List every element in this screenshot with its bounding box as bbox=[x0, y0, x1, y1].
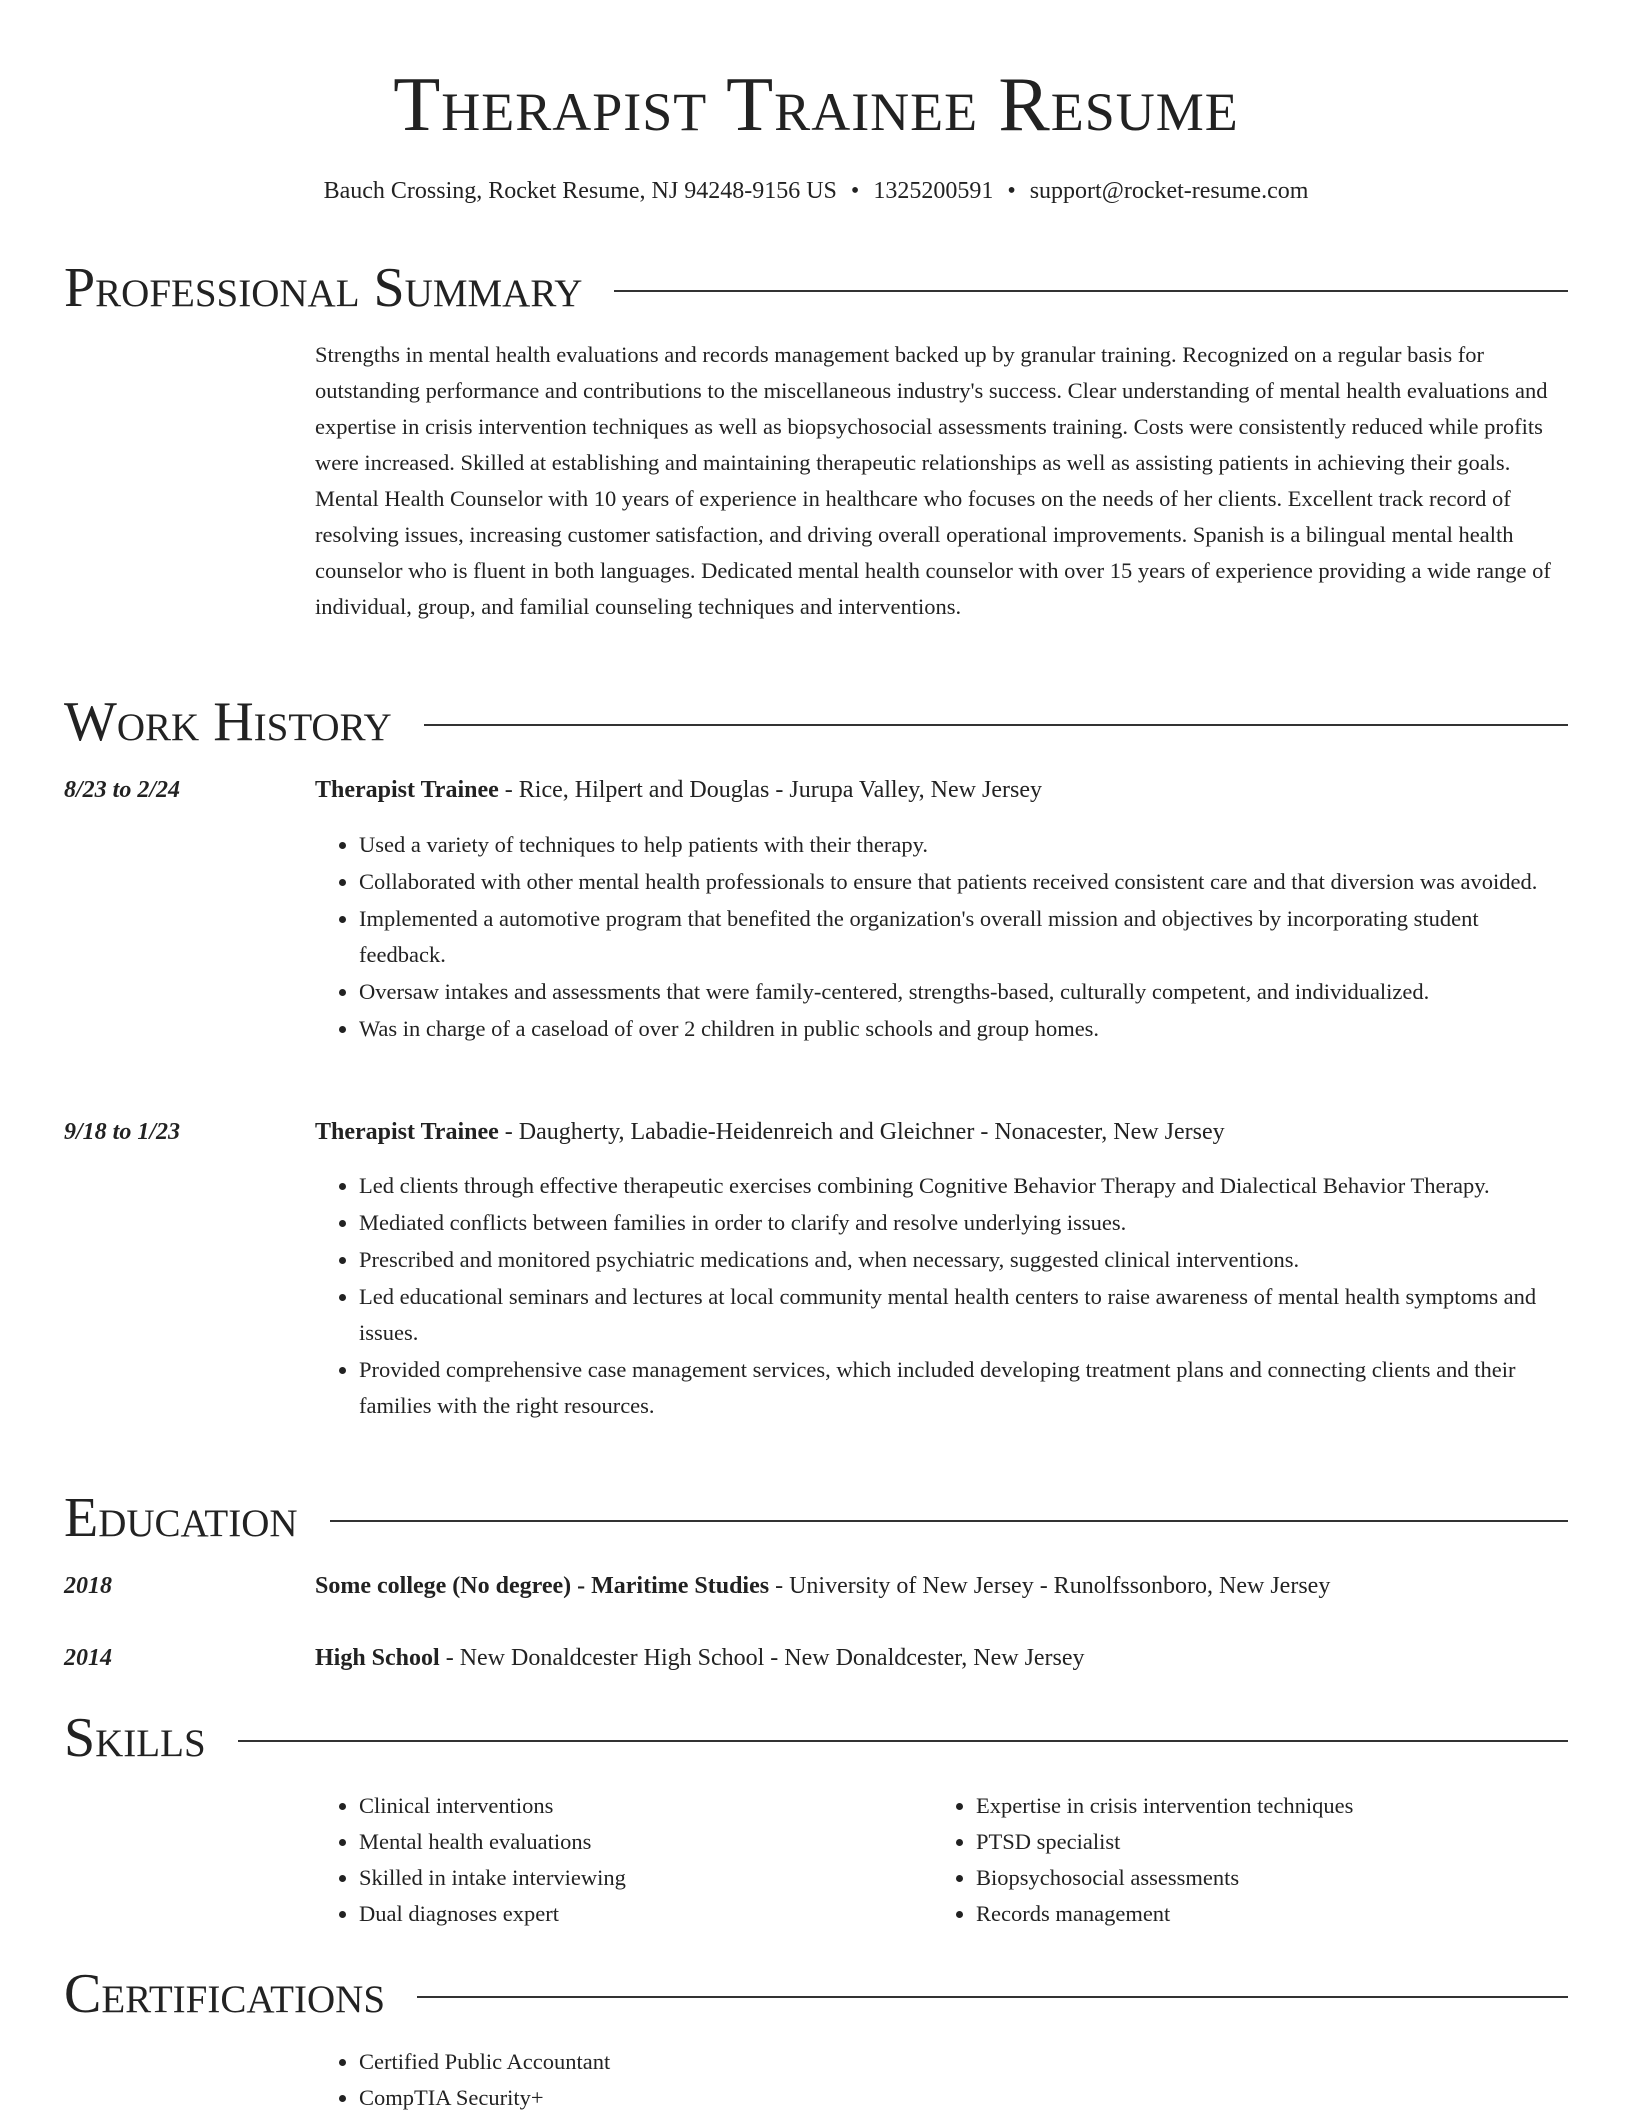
education-degree: High School bbox=[315, 1645, 440, 1671]
list-item: • Mediated conflicts between families in order to clarify and resolve underlying issues. bbox=[359, 1205, 1566, 1241]
education-entry bbox=[315, 1640, 1566, 1676]
list-item: • Led educational seminars and lectures at local community mental health centers to raise awareness of mental health symptoms and issues. bbox=[359, 1279, 1566, 1351]
section-divider bbox=[424, 724, 1568, 726]
certifications-list bbox=[315, 2044, 1159, 2116]
section-divider bbox=[417, 1996, 1568, 1998]
certification-item: • CompTIA Security+ bbox=[359, 2080, 1159, 2116]
job-title: Therapist Trainee bbox=[315, 1119, 499, 1145]
skills-section-header bbox=[64, 1706, 1568, 1770]
section-divider bbox=[238, 1740, 1568, 1742]
summary-heading: Professional Summary bbox=[64, 257, 583, 319]
certification-item: • Certified Public Accountant bbox=[359, 2044, 1159, 2080]
job-heading bbox=[315, 772, 1566, 808]
list-item: • Implemented a automotive program that benefited the organization's overall mission and objectives by incorporating student feedback. bbox=[359, 901, 1566, 973]
education-year: 2018 bbox=[64, 1573, 112, 1599]
education-details: - New Donaldcester High School - New Donaldcester, New Jersey bbox=[439, 1645, 1085, 1671]
job-details: - Rice, Hilpert and Douglas - Jurupa Valley, New Jersey bbox=[498, 777, 1042, 803]
skill-item: • Dual diagnoses expert bbox=[359, 1896, 919, 1932]
contact-address: Bauch Crossing, Rocket Resume, NJ 94248-9156 US bbox=[323, 178, 837, 204]
job-heading bbox=[315, 1114, 1566, 1150]
work-heading: Work History bbox=[64, 691, 392, 753]
contact-email[interactable]: support@rocket-resume.com bbox=[1029, 178, 1309, 204]
certifications-heading: Certifications bbox=[64, 1963, 386, 2025]
education-year: 2014 bbox=[64, 1645, 112, 1671]
skill-item: • Biopsychosocial assessments bbox=[976, 1860, 1610, 1896]
education-heading: Education bbox=[64, 1487, 298, 1549]
list-item: • Led clients through effective therapeutic exercises combining Cognitive Behavior Therapy and Dialectical Behavior Therapy. bbox=[359, 1168, 1566, 1204]
contact-line bbox=[0, 176, 1632, 206]
work-section-header bbox=[64, 690, 1568, 754]
job-dates: 8/23 to 2/24 bbox=[64, 777, 181, 803]
resume-title: Therapist Trainee Resume bbox=[393, 61, 1239, 147]
summary-section-header bbox=[64, 256, 1568, 320]
skill-item: • Records management bbox=[976, 1896, 1610, 1932]
contact-phone: 1325200591 bbox=[873, 178, 994, 204]
education-entry bbox=[315, 1568, 1566, 1604]
contact-separator: • bbox=[1007, 178, 1016, 204]
skills-heading: Skills bbox=[64, 1707, 206, 1769]
skill-item: • Mental health evaluations bbox=[359, 1824, 919, 1860]
education-degree: Some college (No degree) - Maritime Studies bbox=[315, 1573, 770, 1599]
job-details: - Daugherty, Labadie-Heidenreich and Gleichner - Nonacester, New Jersey bbox=[498, 1119, 1225, 1145]
list-item: • Collaborated with other mental health professionals to ensure that patients received consistent care and that diversion was avoided. bbox=[359, 864, 1566, 900]
summary-text: Strengths in mental health evaluations and records management backed up by granular training. Recognized on a regular basis for outstanding performance and contributions to the miscellaneous industry's success. Clear understanding of mental health evaluations and expertise in crisis intervention techniques as well as biopsychosocial assessments training. Costs were consistently reduced while profits were increased. Skilled at establishing and maintaining therapeutic relationships as well as assisting patients in achieving their goals. Mental Health Counselor with 10 years of experience in healthcare who focuses on the needs of her clients. Excellent track record of resolving issues, increasing customer satisfaction, and driving overall operational improvements. Spanish is a bilingual mental health counselor who is fluent in both languages. Dedicated mental health counselor with over 15 years of experience providing a wide range of individual, group, and familial counseling techniques and interventions. bbox=[315, 342, 1551, 619]
skill-item: • Expertise in crisis intervention techniques bbox=[976, 1788, 1610, 1824]
skill-item: • Clinical interventions bbox=[359, 1788, 919, 1824]
contact-separator: • bbox=[850, 178, 860, 204]
skills-list-left bbox=[315, 1788, 919, 1932]
list-item: • Oversaw intakes and assessments that were family-centered, strengths-based, culturally competent, and individualized. bbox=[359, 974, 1566, 1010]
job-title: Therapist Trainee bbox=[315, 777, 499, 803]
section-divider bbox=[330, 1520, 1568, 1522]
job-bullets bbox=[315, 1168, 1566, 1425]
education-section-header bbox=[64, 1486, 1568, 1550]
list-item: • Was in charge of a caseload of over 2 children in public schools and group homes. bbox=[359, 1011, 1566, 1047]
certifications-section-header bbox=[64, 1962, 1568, 2026]
list-item: • Provided comprehensive case management services, which included developing treatment plans and connecting clients and their families with the right resources. bbox=[359, 1352, 1566, 1424]
skills-list-right bbox=[932, 1788, 1610, 1932]
job-bullets bbox=[315, 827, 1566, 1048]
job-dates: 9/18 to 1/23 bbox=[64, 1119, 181, 1145]
section-divider bbox=[614, 290, 1568, 292]
list-item: • Prescribed and monitored psychiatric medications and, when necessary, suggested clinical interventions. bbox=[359, 1242, 1566, 1278]
list-item: • Used a variety of techniques to help patients with their therapy. bbox=[359, 827, 1566, 863]
education-details: - University of New Jersey - Runolfssonboro, New Jersey bbox=[769, 1573, 1331, 1599]
skill-item: • PTSD specialist bbox=[976, 1824, 1610, 1860]
skill-item: • Skilled in intake interviewing bbox=[359, 1860, 919, 1896]
